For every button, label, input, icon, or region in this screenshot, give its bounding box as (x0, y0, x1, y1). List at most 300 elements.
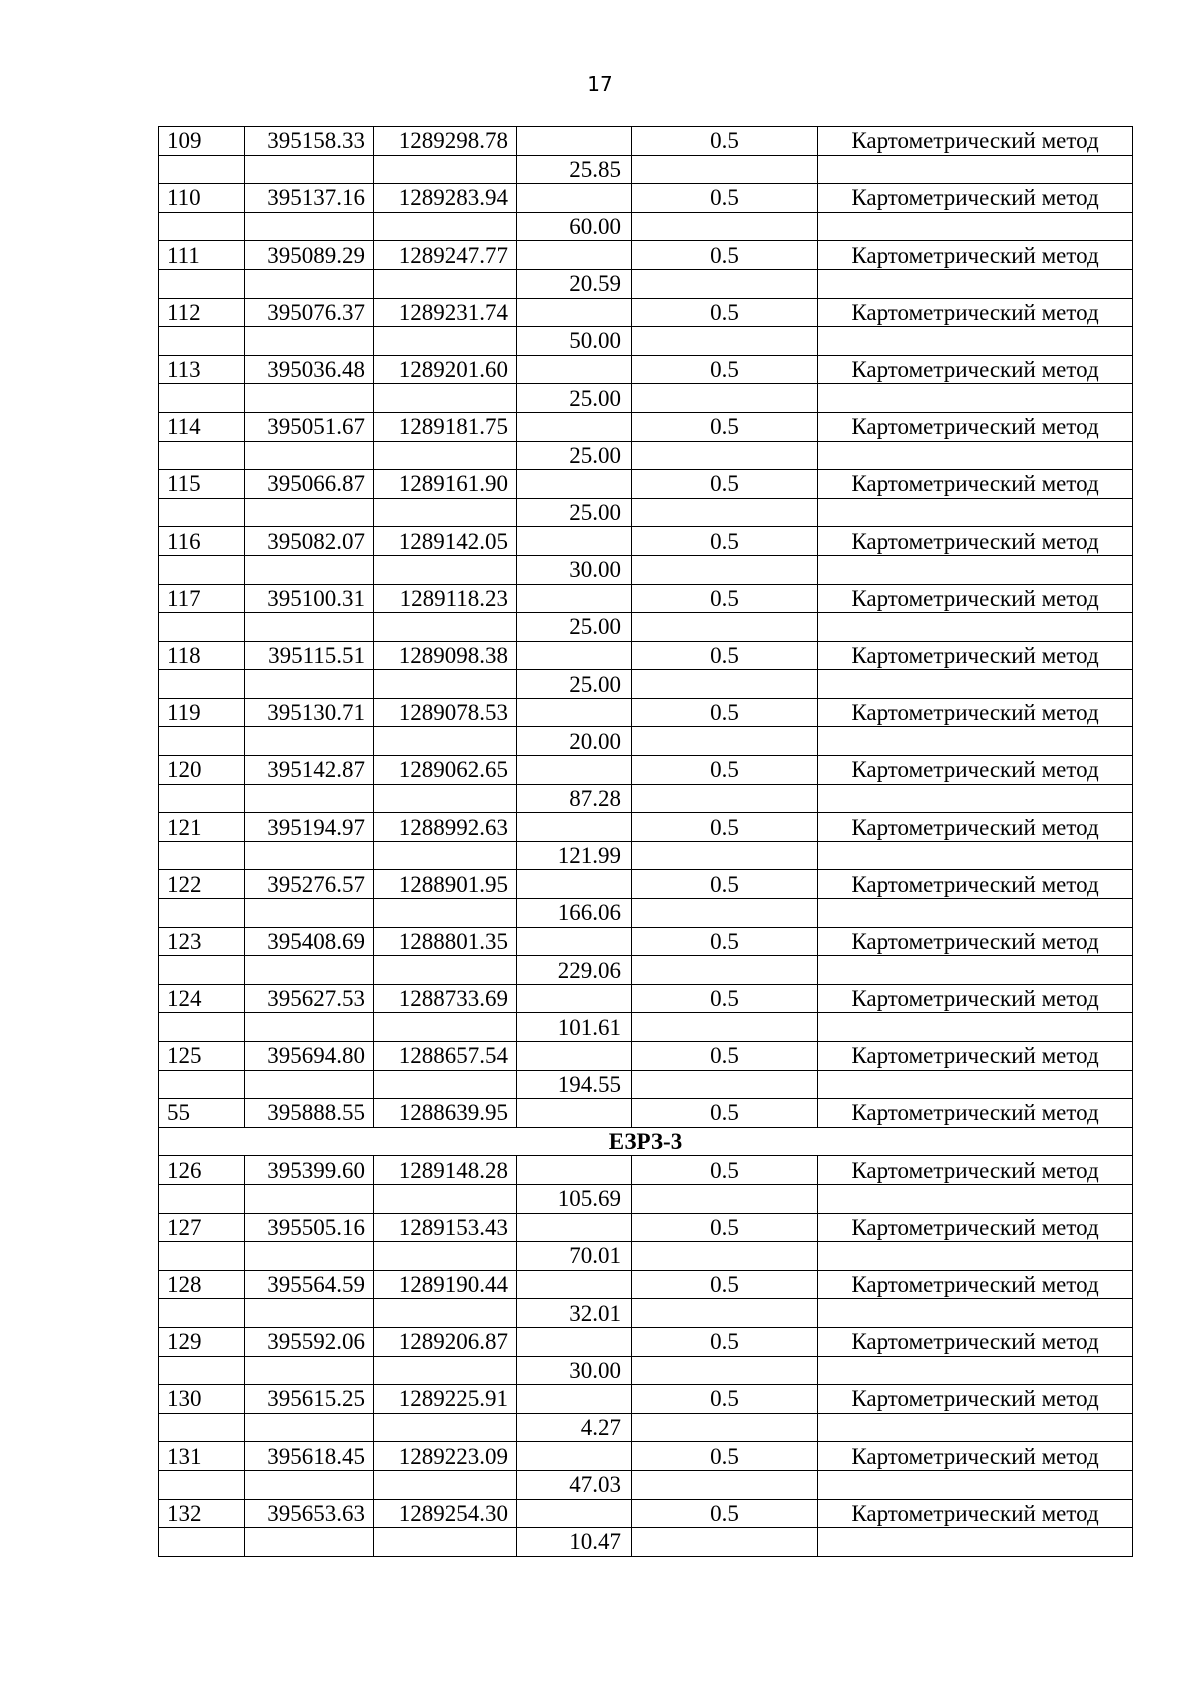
empty-cell (818, 1070, 1133, 1099)
empty-cell (374, 899, 517, 928)
coordinates-table (158, 126, 1133, 1557)
point-id-cell: 122 (159, 870, 245, 899)
distance-cell: 229.06 (517, 956, 632, 985)
y-coordinate-cell: 1289298.78 (374, 127, 517, 156)
empty-cell (159, 784, 245, 813)
empty-cell (159, 613, 245, 642)
distance-row (159, 1413, 1133, 1442)
empty-cell (245, 441, 374, 470)
point-id-cell: 112 (159, 298, 245, 327)
empty-cell (818, 155, 1133, 184)
page-number: 17 (587, 72, 613, 96)
point-row (159, 355, 1133, 384)
distance-row (159, 1356, 1133, 1385)
empty-cell (245, 670, 374, 699)
point-id-cell: 118 (159, 641, 245, 670)
y-coordinate-cell: 1289206.87 (374, 1327, 517, 1356)
point-id-cell: 114 (159, 412, 245, 441)
method-cell: Картометрический метод (818, 1327, 1133, 1356)
empty-cell (245, 1470, 374, 1499)
point-id-cell: 130 (159, 1385, 245, 1414)
empty-cell (245, 1242, 374, 1271)
point-id-cell: 129 (159, 1327, 245, 1356)
point-row (159, 527, 1133, 556)
empty-cell (159, 727, 245, 756)
empty-cell (374, 498, 517, 527)
empty-cell (818, 1013, 1133, 1042)
distance-cell-empty (517, 1327, 632, 1356)
empty-cell (632, 956, 818, 985)
empty-cell (374, 1413, 517, 1442)
distance-cell: 121.99 (517, 841, 632, 870)
empty-cell (374, 1184, 517, 1213)
empty-cell (159, 1356, 245, 1385)
empty-cell (818, 1299, 1133, 1328)
empty-cell (632, 441, 818, 470)
x-coordinate-cell: 395399.60 (245, 1156, 374, 1185)
accuracy-cell: 0.5 (632, 1156, 818, 1185)
empty-cell (374, 841, 517, 870)
distance-row (159, 1013, 1133, 1042)
point-id-cell: 127 (159, 1213, 245, 1242)
distance-cell-empty (517, 756, 632, 785)
distance-cell: 4.27 (517, 1413, 632, 1442)
point-id-cell: 132 (159, 1499, 245, 1528)
point-row (159, 1385, 1133, 1414)
method-cell: Картометрический метод (818, 298, 1133, 327)
method-cell: Картометрический метод (818, 1213, 1133, 1242)
point-id-cell: 109 (159, 127, 245, 156)
distance-cell-empty (517, 698, 632, 727)
accuracy-cell: 0.5 (632, 470, 818, 499)
distance-cell-empty (517, 1099, 632, 1128)
method-cell: Картометрический метод (818, 813, 1133, 842)
distance-cell-empty (517, 184, 632, 213)
point-row (159, 984, 1133, 1013)
distance-cell-empty (517, 984, 632, 1013)
distance-cell: 166.06 (517, 899, 632, 928)
point-id-cell: 120 (159, 756, 245, 785)
point-id-cell: 111 (159, 241, 245, 270)
distance-row (159, 155, 1133, 184)
empty-cell (159, 1242, 245, 1271)
x-coordinate-cell: 395137.16 (245, 184, 374, 213)
empty-cell (818, 441, 1133, 470)
distance-cell: 194.55 (517, 1070, 632, 1099)
distance-row (159, 1070, 1133, 1099)
empty-cell (159, 269, 245, 298)
distance-cell-empty (517, 355, 632, 384)
point-row (159, 412, 1133, 441)
empty-cell (159, 1184, 245, 1213)
distance-row (159, 441, 1133, 470)
distance-cell-empty (517, 412, 632, 441)
empty-cell (245, 212, 374, 241)
point-id-cell: 110 (159, 184, 245, 213)
distance-cell-empty (517, 1213, 632, 1242)
empty-cell (632, 155, 818, 184)
distance-cell-empty (517, 1442, 632, 1471)
empty-cell (632, 269, 818, 298)
empty-cell (374, 1470, 517, 1499)
empty-cell (374, 727, 517, 756)
y-coordinate-cell: 1289190.44 (374, 1270, 517, 1299)
x-coordinate-cell: 395627.53 (245, 984, 374, 1013)
distance-row (159, 956, 1133, 985)
empty-cell (632, 1356, 818, 1385)
distance-row (159, 841, 1133, 870)
empty-cell (632, 613, 818, 642)
empty-cell (818, 1356, 1133, 1385)
method-cell: Картометрический метод (818, 1099, 1133, 1128)
empty-cell (159, 384, 245, 413)
distance-row (159, 1470, 1133, 1499)
empty-cell (374, 670, 517, 699)
method-cell: Картометрический метод (818, 1156, 1133, 1185)
point-row (159, 1156, 1133, 1185)
empty-cell (374, 1242, 517, 1271)
point-id-cell: 126 (159, 1156, 245, 1185)
empty-cell (818, 327, 1133, 356)
empty-cell (374, 956, 517, 985)
distance-cell-empty (517, 1042, 632, 1071)
accuracy-cell: 0.5 (632, 1270, 818, 1299)
distance-cell-empty (517, 927, 632, 956)
accuracy-cell: 0.5 (632, 1442, 818, 1471)
empty-cell (818, 269, 1133, 298)
empty-cell (245, 899, 374, 928)
y-coordinate-cell: 1289142.05 (374, 527, 517, 556)
accuracy-cell: 0.5 (632, 756, 818, 785)
empty-cell (818, 1184, 1133, 1213)
point-id-cell: 116 (159, 527, 245, 556)
accuracy-cell: 0.5 (632, 355, 818, 384)
empty-cell (632, 1070, 818, 1099)
method-cell: Картометрический метод (818, 1499, 1133, 1528)
empty-cell (632, 727, 818, 756)
empty-cell (632, 899, 818, 928)
point-row (159, 756, 1133, 785)
method-cell: Картометрический метод (818, 984, 1133, 1013)
empty-cell (374, 1070, 517, 1099)
empty-cell (374, 269, 517, 298)
empty-cell (245, 1299, 374, 1328)
empty-cell (818, 1528, 1133, 1557)
distance-cell-empty (517, 241, 632, 270)
distance-cell-empty (517, 527, 632, 556)
method-cell: Картометрический метод (818, 412, 1133, 441)
point-row (159, 241, 1133, 270)
x-coordinate-cell: 395564.59 (245, 1270, 374, 1299)
empty-cell (374, 784, 517, 813)
distance-cell-empty (517, 1270, 632, 1299)
x-coordinate-cell: 395051.67 (245, 412, 374, 441)
empty-cell (245, 555, 374, 584)
point-row (159, 870, 1133, 899)
distance-row (159, 1184, 1133, 1213)
method-cell: Картометрический метод (818, 1385, 1133, 1414)
empty-cell (374, 327, 517, 356)
empty-cell (159, 212, 245, 241)
point-row (159, 1270, 1133, 1299)
empty-cell (632, 1528, 818, 1557)
method-cell: Картометрический метод (818, 1442, 1133, 1471)
y-coordinate-cell: 1288992.63 (374, 813, 517, 842)
distance-cell-empty (517, 127, 632, 156)
empty-cell (632, 1299, 818, 1328)
point-row (159, 127, 1133, 156)
accuracy-cell: 0.5 (632, 1385, 818, 1414)
empty-cell (632, 327, 818, 356)
x-coordinate-cell: 395066.87 (245, 470, 374, 499)
empty-cell (818, 1242, 1133, 1271)
empty-cell (374, 384, 517, 413)
accuracy-cell: 0.5 (632, 984, 818, 1013)
point-id-cell: 121 (159, 813, 245, 842)
distance-row (159, 269, 1133, 298)
distance-row (159, 1299, 1133, 1328)
accuracy-cell: 0.5 (632, 412, 818, 441)
empty-cell (159, 327, 245, 356)
distance-cell-empty (517, 641, 632, 670)
empty-cell (159, 1299, 245, 1328)
empty-cell (245, 784, 374, 813)
point-id-cell: 55 (159, 1099, 245, 1128)
distance-cell: 50.00 (517, 327, 632, 356)
point-row (159, 1327, 1133, 1356)
accuracy-cell: 0.5 (632, 584, 818, 613)
point-id-cell: 113 (159, 355, 245, 384)
empty-cell (632, 841, 818, 870)
distance-row (159, 498, 1133, 527)
x-coordinate-cell: 395888.55 (245, 1099, 374, 1128)
point-id-cell: 123 (159, 927, 245, 956)
coordinates-table-body (159, 127, 1133, 1557)
empty-cell (818, 613, 1133, 642)
point-row (159, 1099, 1133, 1128)
method-cell: Картометрический метод (818, 470, 1133, 499)
y-coordinate-cell: 1288901.95 (374, 870, 517, 899)
empty-cell (818, 555, 1133, 584)
empty-cell (245, 1184, 374, 1213)
distance-cell-empty (517, 470, 632, 499)
empty-cell (245, 1356, 374, 1385)
point-row (159, 298, 1133, 327)
y-coordinate-cell: 1289201.60 (374, 355, 517, 384)
method-cell: Картометрический метод (818, 241, 1133, 270)
empty-cell (374, 212, 517, 241)
empty-cell (159, 1528, 245, 1557)
x-coordinate-cell: 395194.97 (245, 813, 374, 842)
distance-cell-empty (517, 870, 632, 899)
empty-cell (818, 498, 1133, 527)
point-row (159, 698, 1133, 727)
empty-cell (632, 784, 818, 813)
empty-cell (818, 1470, 1133, 1499)
distance-row (159, 327, 1133, 356)
point-row (159, 470, 1133, 499)
empty-cell (245, 384, 374, 413)
point-row (159, 813, 1133, 842)
empty-cell (818, 784, 1133, 813)
distance-cell: 25.00 (517, 613, 632, 642)
x-coordinate-cell: 395115.51 (245, 641, 374, 670)
point-id-cell: 124 (159, 984, 245, 1013)
distance-cell: 47.03 (517, 1470, 632, 1499)
point-row (159, 1442, 1133, 1471)
distance-row (159, 212, 1133, 241)
accuracy-cell: 0.5 (632, 127, 818, 156)
method-cell: Картометрический метод (818, 184, 1133, 213)
y-coordinate-cell: 1289283.94 (374, 184, 517, 213)
accuracy-cell: 0.5 (632, 1213, 818, 1242)
distance-cell-empty (517, 1385, 632, 1414)
method-cell: Картометрический метод (818, 870, 1133, 899)
empty-cell (818, 384, 1133, 413)
y-coordinate-cell: 1289223.09 (374, 1442, 517, 1471)
empty-cell (632, 1013, 818, 1042)
x-coordinate-cell: 395408.69 (245, 927, 374, 956)
y-coordinate-cell: 1288733.69 (374, 984, 517, 1013)
y-coordinate-cell: 1288657.54 (374, 1042, 517, 1071)
empty-cell (245, 1413, 374, 1442)
y-coordinate-cell: 1288801.35 (374, 927, 517, 956)
x-coordinate-cell: 395592.06 (245, 1327, 374, 1356)
empty-cell (818, 956, 1133, 985)
point-id-cell: 115 (159, 470, 245, 499)
x-coordinate-cell: 395089.29 (245, 241, 374, 270)
accuracy-cell: 0.5 (632, 813, 818, 842)
empty-cell (159, 899, 245, 928)
distance-cell: 25.00 (517, 670, 632, 699)
empty-cell (245, 727, 374, 756)
empty-cell (632, 1470, 818, 1499)
empty-cell (159, 441, 245, 470)
accuracy-cell: 0.5 (632, 698, 818, 727)
y-coordinate-cell: 1289148.28 (374, 1156, 517, 1185)
distance-row (159, 613, 1133, 642)
section-header-row (159, 1127, 1133, 1156)
point-id-cell: 125 (159, 1042, 245, 1071)
empty-cell (632, 384, 818, 413)
empty-cell (159, 1070, 245, 1099)
point-row (159, 927, 1133, 956)
y-coordinate-cell: 1289098.38 (374, 641, 517, 670)
accuracy-cell: 0.5 (632, 1042, 818, 1071)
distance-row (159, 727, 1133, 756)
empty-cell (632, 498, 818, 527)
empty-cell (632, 212, 818, 241)
method-cell: Картометрический метод (818, 927, 1133, 956)
empty-cell (374, 155, 517, 184)
empty-cell (818, 670, 1133, 699)
empty-cell (159, 1413, 245, 1442)
distance-cell: 30.00 (517, 1356, 632, 1385)
accuracy-cell: 0.5 (632, 641, 818, 670)
point-row (159, 641, 1133, 670)
empty-cell (245, 1528, 374, 1557)
x-coordinate-cell: 395158.33 (245, 127, 374, 156)
method-cell: Картометрический метод (818, 756, 1133, 785)
empty-cell (245, 841, 374, 870)
method-cell: Картометрический метод (818, 1270, 1133, 1299)
empty-cell (818, 899, 1133, 928)
point-id-cell: 128 (159, 1270, 245, 1299)
method-cell: Картометрический метод (818, 355, 1133, 384)
method-cell: Картометрический метод (818, 698, 1133, 727)
empty-cell (818, 1413, 1133, 1442)
y-coordinate-cell: 1289118.23 (374, 584, 517, 613)
accuracy-cell: 0.5 (632, 870, 818, 899)
section-title: ЕЗРЗ-3 (159, 1127, 1133, 1156)
x-coordinate-cell: 395130.71 (245, 698, 374, 727)
empty-cell (245, 327, 374, 356)
empty-cell (632, 670, 818, 699)
empty-cell (374, 441, 517, 470)
empty-cell (245, 956, 374, 985)
accuracy-cell: 0.5 (632, 527, 818, 556)
distance-cell: 30.00 (517, 555, 632, 584)
accuracy-cell: 0.5 (632, 1099, 818, 1128)
point-row (159, 584, 1133, 613)
empty-cell (245, 498, 374, 527)
empty-cell (245, 1013, 374, 1042)
distance-cell-empty (517, 813, 632, 842)
x-coordinate-cell: 395615.25 (245, 1385, 374, 1414)
empty-cell (245, 1070, 374, 1099)
point-row (159, 1499, 1133, 1528)
distance-cell-empty (517, 1156, 632, 1185)
x-coordinate-cell: 395036.48 (245, 355, 374, 384)
x-coordinate-cell: 395076.37 (245, 298, 374, 327)
empty-cell (245, 269, 374, 298)
distance-cell: 25.85 (517, 155, 632, 184)
y-coordinate-cell: 1289161.90 (374, 470, 517, 499)
distance-cell-empty (517, 584, 632, 613)
point-row (159, 1042, 1133, 1071)
empty-cell (818, 841, 1133, 870)
distance-cell: 70.01 (517, 1242, 632, 1271)
distance-cell: 32.01 (517, 1299, 632, 1328)
y-coordinate-cell: 1288639.95 (374, 1099, 517, 1128)
empty-cell (374, 1013, 517, 1042)
method-cell: Картометрический метод (818, 641, 1133, 670)
y-coordinate-cell: 1289225.91 (374, 1385, 517, 1414)
y-coordinate-cell: 1289062.65 (374, 756, 517, 785)
empty-cell (159, 498, 245, 527)
empty-cell (632, 555, 818, 584)
distance-row (159, 1242, 1133, 1271)
empty-cell (245, 155, 374, 184)
empty-cell (159, 956, 245, 985)
empty-cell (159, 555, 245, 584)
method-cell: Картометрический метод (818, 527, 1133, 556)
distance-cell: 87.28 (517, 784, 632, 813)
x-coordinate-cell: 395082.07 (245, 527, 374, 556)
distance-cell: 101.61 (517, 1013, 632, 1042)
point-id-cell: 117 (159, 584, 245, 613)
empty-cell (245, 613, 374, 642)
distance-row (159, 1528, 1133, 1557)
x-coordinate-cell: 395100.31 (245, 584, 374, 613)
empty-cell (818, 727, 1133, 756)
distance-cell: 105.69 (517, 1184, 632, 1213)
distance-cell: 25.00 (517, 384, 632, 413)
accuracy-cell: 0.5 (632, 1499, 818, 1528)
distance-cell: 10.47 (517, 1528, 632, 1557)
y-coordinate-cell: 1289231.74 (374, 298, 517, 327)
distance-cell-empty (517, 1499, 632, 1528)
